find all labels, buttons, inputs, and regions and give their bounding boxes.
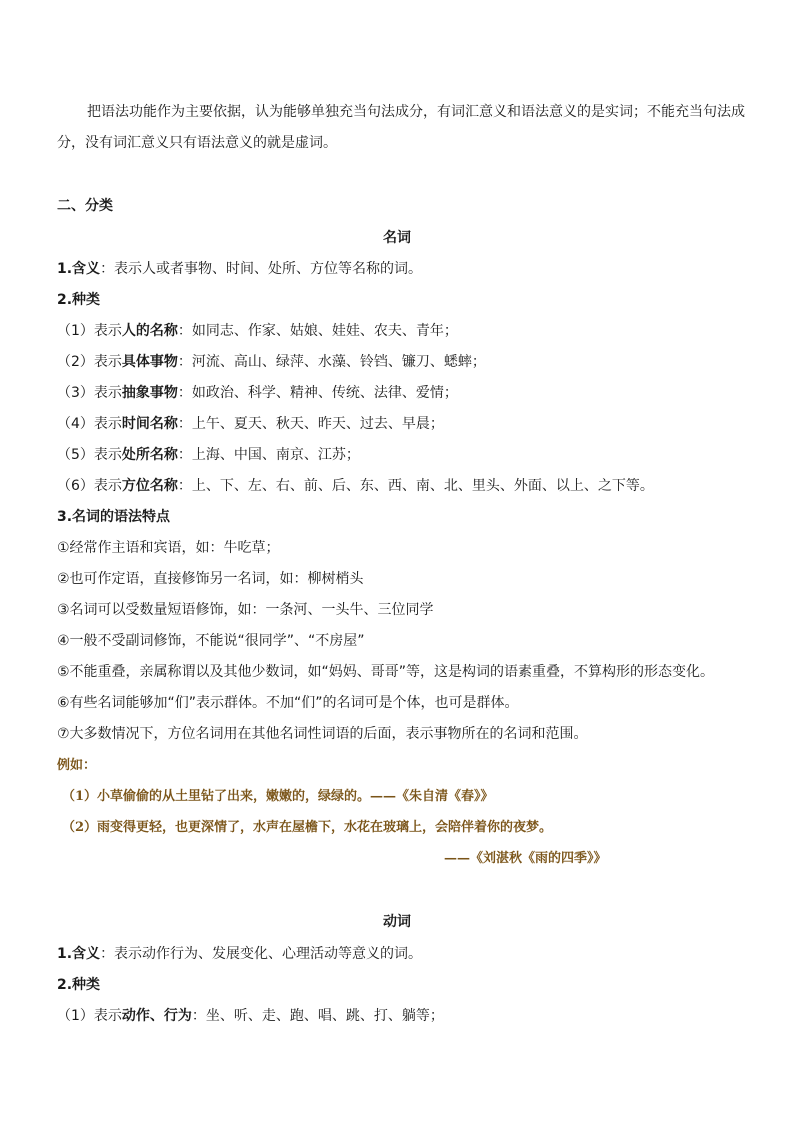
verb-kind-text: ：坐、听、走、跑、唱、跳、打、躺等；	[191, 1008, 444, 1024]
noun-kinds-label: 2.种类	[57, 292, 101, 308]
noun-kind-prefix: （3）表示	[57, 385, 122, 401]
noun-kind-text: ：河流、高山、绿萍、水藻、铃铛、镰刀、蟋蟀；	[177, 354, 486, 370]
verb-meaning	[57, 945, 422, 963]
noun-kind-2	[57, 353, 486, 371]
noun-kind-3	[57, 384, 458, 402]
noun-feature-6: ⑥有些名词能够加“们”表示群体。不加“们”的名词可是个体，也可是群体。	[57, 695, 519, 711]
noun-kind-term: 方位名称	[121, 478, 178, 494]
noun-kind-prefix: （4）表示	[57, 416, 122, 432]
example-1: （1）小草偷偷的从土里钻了出来，嫩嫩的，绿绿的。——《朱自清《春》》	[62, 789, 494, 804]
verb-title: 动词	[383, 914, 411, 930]
noun-kind-text: ：上、下、左、右、前、后、东、西、南、北、里头、外面、以上、之下等。	[177, 478, 654, 494]
noun-kind-5	[57, 446, 360, 464]
noun-meaning-label: 1.含义	[57, 261, 101, 277]
noun-kind-text: ：上午、夏天、秋天、昨天、过去、早晨；	[177, 416, 444, 432]
example-2: （2）雨变得更轻，也更深情了，水声在屋檐下，水花在玻璃上，会陪伴着你的夜梦。	[62, 820, 553, 835]
noun-feature-4: ④一般不受副词修饰，不能说“很同学”、“不房屋”	[57, 633, 365, 649]
noun-kind-term: 人的名称	[121, 323, 178, 339]
verb-kinds-label: 2.种类	[57, 977, 101, 993]
noun-feature-3: ③名词可以受数量短语修饰，如：一条河、一头牛、三位同学	[57, 602, 434, 618]
noun-feature-5: ⑤不能重叠，亲属称谓以及其他少数词，如“妈妈、哥哥”等，这是构词的语素重叠，不算构形的形态变化。	[57, 664, 715, 680]
example-label: 例如：	[57, 758, 97, 773]
noun-kind-prefix: （5）表示	[57, 447, 122, 463]
noun-meaning	[57, 260, 422, 278]
noun-feature-2: ②也可作定语，直接修饰另一名词，如：柳树梢头	[57, 571, 364, 587]
example-2-source: ——《刘湛秋《雨的四季》》	[444, 851, 607, 866]
noun-kind-text: ：如同志、作家、姑娘、娃娃、农夫、青年；	[177, 323, 458, 339]
noun-kind-6	[57, 477, 654, 495]
noun-title: 名词	[383, 230, 411, 246]
noun-features-label: 3.名词的语法特点	[57, 509, 171, 525]
noun-kind-term: 时间名称	[121, 416, 178, 432]
noun-feature-7: ⑦大多数情况下，方位名词用在其他名词性词语的后面，表示事物所在的名词和范围。	[57, 726, 588, 742]
section-heading-classification: 二、分类	[57, 198, 113, 214]
intro-line-1: 把语法功能作为主要依据，认为能够单独充当句法成分，有词汇意义和语法意义的是实词；不能充当句法成	[87, 104, 745, 120]
noun-kind-text: ：如政治、科学、精神、传统、法律、爱情；	[177, 385, 458, 401]
intro-line-2: 分，没有词汇意义只有语法意义的就是虚词。	[57, 135, 337, 151]
noun-kind-4	[57, 415, 444, 433]
noun-kind-term: 抽象事物	[121, 385, 178, 401]
noun-feature-1: ①经常作主语和宾语，如：牛吃草；	[57, 540, 280, 556]
noun-kind-term: 具体事物	[121, 354, 178, 370]
noun-kind-1	[57, 322, 458, 340]
verb-meaning-label: 1.含义	[57, 946, 101, 962]
noun-meaning-text: ：表示人或者事物、时间、处所、方位等名称的词。	[100, 261, 423, 277]
noun-kind-text: ：上海、中国、南京、江苏；	[177, 447, 360, 463]
noun-kind-prefix: （1）表示	[57, 323, 122, 339]
verb-kind-term: 动作、行为	[121, 1008, 192, 1024]
verb-kind-1	[57, 1007, 444, 1025]
noun-kind-prefix: （2）表示	[57, 354, 122, 370]
verb-meaning-text: ：表示动作行为、发展变化、心理活动等意义的词。	[100, 946, 423, 962]
noun-kind-prefix: （6）表示	[57, 478, 122, 494]
verb-kind-prefix: （1）表示	[57, 1008, 122, 1024]
noun-kind-term: 处所名称	[121, 447, 178, 463]
